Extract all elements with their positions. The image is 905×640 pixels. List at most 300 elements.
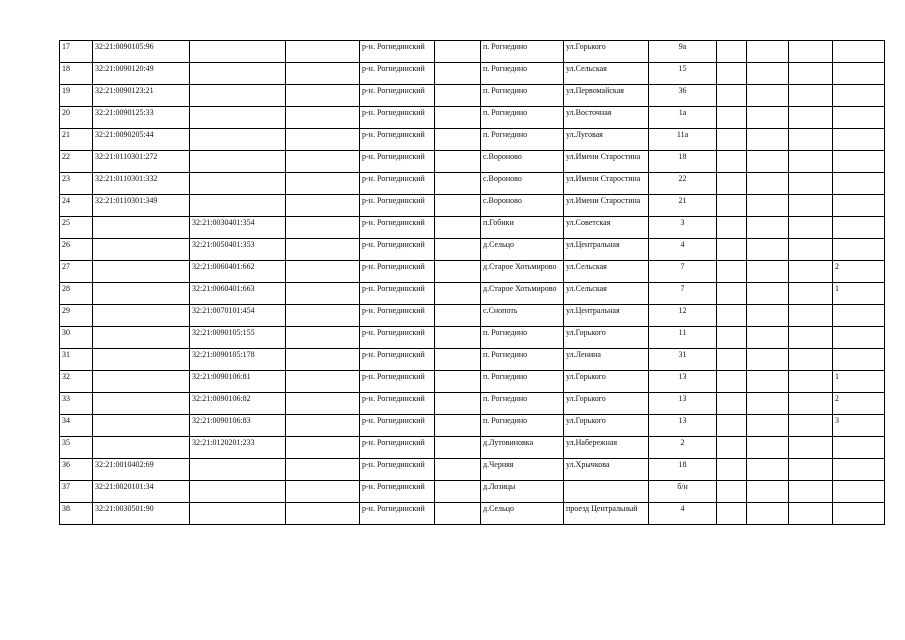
- empty-cell: [789, 503, 833, 525]
- cadastral-number-cell: 32:21:0010402:69: [93, 459, 190, 481]
- table-row: [60, 393, 885, 415]
- cadastral-number-alt-cell: [190, 503, 286, 525]
- empty-cell: [789, 327, 833, 349]
- table-row: [60, 107, 885, 129]
- row-number-cell: 30: [60, 327, 93, 349]
- empty-cell: [717, 283, 747, 305]
- cadastral-number-alt-cell: [190, 459, 286, 481]
- district-cell: р-н. Рогнединский: [360, 393, 435, 415]
- street-cell: проезд Центральный: [564, 503, 649, 525]
- empty-cell: [717, 503, 747, 525]
- empty-cell: [789, 129, 833, 151]
- house-number-cell: 4: [649, 503, 717, 525]
- empty-cell: [789, 393, 833, 415]
- empty-cell: [789, 41, 833, 63]
- empty-cell: [286, 63, 360, 85]
- row-number-cell: 22: [60, 151, 93, 173]
- cadastral-number-cell: [93, 217, 190, 239]
- empty-cell: [789, 85, 833, 107]
- street-cell: ул.Горького: [564, 371, 649, 393]
- cadastral-number-alt-cell: [190, 85, 286, 107]
- empty-cell: [717, 217, 747, 239]
- cadastral-number-cell: [93, 305, 190, 327]
- settlement-cell: п. Рогнедино: [481, 41, 564, 63]
- empty-cell: [435, 305, 481, 327]
- empty-cell: [747, 173, 789, 195]
- table-row: [60, 437, 885, 459]
- empty-cell: [717, 371, 747, 393]
- empty-cell: [747, 371, 789, 393]
- district-cell: р-н. Рогнединский: [360, 173, 435, 195]
- empty-cell: [435, 283, 481, 305]
- house-number-cell: 18: [649, 459, 717, 481]
- address-table: [59, 40, 885, 525]
- empty-cell: [286, 437, 360, 459]
- cadastral-number-alt-cell: [190, 63, 286, 85]
- empty-cell: [717, 415, 747, 437]
- empty-cell: [789, 261, 833, 283]
- street-cell: ул.Горького: [564, 415, 649, 437]
- empty-cell: [717, 173, 747, 195]
- cadastral-number-cell: 32:21:0110301:272: [93, 151, 190, 173]
- district-cell: р-н. Рогнединский: [360, 261, 435, 283]
- street-cell: ул.Первомайская: [564, 85, 649, 107]
- street-cell: ул.Горького: [564, 41, 649, 63]
- district-cell: р-н. Рогнединский: [360, 195, 435, 217]
- street-cell: ул.Восточная: [564, 107, 649, 129]
- empty-cell: [435, 349, 481, 371]
- row-number-cell: 18: [60, 63, 93, 85]
- street-cell: ул.Сельская: [564, 261, 649, 283]
- empty-cell: [789, 239, 833, 261]
- empty-cell: [789, 63, 833, 85]
- house-number-cell: 36: [649, 85, 717, 107]
- apartment-cell: 2: [833, 393, 885, 415]
- table-row: [60, 283, 885, 305]
- cadastral-number-cell: 32:21:0090205:44: [93, 129, 190, 151]
- row-number-cell: 20: [60, 107, 93, 129]
- empty-cell: [435, 107, 481, 129]
- empty-cell: [286, 173, 360, 195]
- empty-cell: [286, 371, 360, 393]
- cadastral-number-cell: 32:21:0090125:33: [93, 107, 190, 129]
- empty-cell: [717, 261, 747, 283]
- house-number-cell: б/н: [649, 481, 717, 503]
- cadastral-number-cell: [93, 437, 190, 459]
- row-number-cell: 27: [60, 261, 93, 283]
- empty-cell: [435, 195, 481, 217]
- cadastral-number-alt-cell: 32:21:0090106:81: [190, 371, 286, 393]
- district-cell: р-н. Рогнединский: [360, 41, 435, 63]
- empty-cell: [435, 459, 481, 481]
- empty-cell: [286, 327, 360, 349]
- empty-cell: [435, 41, 481, 63]
- settlement-cell: д.Лутовиновка: [481, 437, 564, 459]
- cadastral-number-alt-cell: 32:21:0070101:454: [190, 305, 286, 327]
- empty-cell: [747, 41, 789, 63]
- table-row: [60, 217, 885, 239]
- empty-cell: [789, 107, 833, 129]
- cadastral-number-cell: [93, 283, 190, 305]
- empty-cell: [747, 503, 789, 525]
- settlement-cell: п. Рогнедино: [481, 393, 564, 415]
- apartment-cell: [833, 349, 885, 371]
- table-row: [60, 261, 885, 283]
- district-cell: р-н. Рогнединский: [360, 481, 435, 503]
- empty-cell: [789, 415, 833, 437]
- table-row: [60, 415, 885, 437]
- cadastral-number-alt-cell: [190, 151, 286, 173]
- row-number-cell: 37: [60, 481, 93, 503]
- house-number-cell: 18: [649, 151, 717, 173]
- empty-cell: [435, 393, 481, 415]
- empty-cell: [789, 173, 833, 195]
- table-body: [60, 41, 885, 525]
- house-number-cell: 9а: [649, 41, 717, 63]
- table-row: [60, 195, 885, 217]
- table-row: [60, 63, 885, 85]
- empty-cell: [435, 63, 481, 85]
- street-cell: ул.Сельская: [564, 63, 649, 85]
- empty-cell: [789, 283, 833, 305]
- house-number-cell: 21: [649, 195, 717, 217]
- empty-cell: [789, 151, 833, 173]
- empty-cell: [789, 349, 833, 371]
- settlement-cell: д.Старое Хотьмирово: [481, 261, 564, 283]
- apartment-cell: [833, 305, 885, 327]
- house-number-cell: 1а: [649, 107, 717, 129]
- empty-cell: [286, 151, 360, 173]
- empty-cell: [435, 173, 481, 195]
- empty-cell: [286, 85, 360, 107]
- empty-cell: [789, 305, 833, 327]
- empty-cell: [717, 63, 747, 85]
- empty-cell: [435, 503, 481, 525]
- district-cell: р-н. Рогнединский: [360, 217, 435, 239]
- district-cell: р-н. Рогнединский: [360, 239, 435, 261]
- house-number-cell: 3: [649, 217, 717, 239]
- cadastral-number-cell: [93, 371, 190, 393]
- district-cell: р-н. Рогнединский: [360, 107, 435, 129]
- empty-cell: [435, 217, 481, 239]
- street-cell: ул.Центральная: [564, 239, 649, 261]
- empty-cell: [747, 107, 789, 129]
- settlement-cell: п. Рогнедино: [481, 371, 564, 393]
- cadastral-number-cell: 32:21:0110301:349: [93, 195, 190, 217]
- empty-cell: [286, 459, 360, 481]
- settlement-cell: п. Рогнедино: [481, 107, 564, 129]
- empty-cell: [717, 305, 747, 327]
- house-number-cell: 13: [649, 371, 717, 393]
- apartment-cell: [833, 481, 885, 503]
- table-row: [60, 503, 885, 525]
- district-cell: р-н. Рогнединский: [360, 371, 435, 393]
- district-cell: р-н. Рогнединский: [360, 63, 435, 85]
- row-number-cell: 26: [60, 239, 93, 261]
- settlement-cell: д.Сельцо: [481, 239, 564, 261]
- house-number-cell: 12: [649, 305, 717, 327]
- settlement-cell: д.Старое Хотьмирово: [481, 283, 564, 305]
- empty-cell: [747, 349, 789, 371]
- street-cell: ул.Горького: [564, 393, 649, 415]
- empty-cell: [286, 129, 360, 151]
- empty-cell: [286, 481, 360, 503]
- cadastral-number-alt-cell: 32:21:0090106:83: [190, 415, 286, 437]
- apartment-cell: 2: [833, 261, 885, 283]
- empty-cell: [789, 195, 833, 217]
- settlement-cell: п. Рогнедино: [481, 63, 564, 85]
- empty-cell: [286, 239, 360, 261]
- cadastral-number-alt-cell: 32:21:0050401:353: [190, 239, 286, 261]
- empty-cell: [747, 327, 789, 349]
- cadastral-number-cell: 32:21:0090123:21: [93, 85, 190, 107]
- house-number-cell: 4: [649, 239, 717, 261]
- apartment-cell: [833, 437, 885, 459]
- empty-cell: [286, 261, 360, 283]
- district-cell: р-н. Рогнединский: [360, 503, 435, 525]
- empty-cell: [717, 239, 747, 261]
- cadastral-number-alt-cell: 32:21:0090105:178: [190, 349, 286, 371]
- cadastral-number-alt-cell: [190, 173, 286, 195]
- empty-cell: [747, 239, 789, 261]
- cadastral-number-cell: 32:21:0030501:90: [93, 503, 190, 525]
- empty-cell: [717, 459, 747, 481]
- empty-cell: [717, 481, 747, 503]
- row-number-cell: 32: [60, 371, 93, 393]
- house-number-cell: 31: [649, 349, 717, 371]
- empty-cell: [747, 217, 789, 239]
- empty-cell: [286, 349, 360, 371]
- empty-cell: [435, 437, 481, 459]
- table-row: [60, 327, 885, 349]
- table-row: [60, 85, 885, 107]
- apartment-cell: [833, 85, 885, 107]
- row-number-cell: 19: [60, 85, 93, 107]
- empty-cell: [286, 195, 360, 217]
- street-cell: ул.Сельская: [564, 283, 649, 305]
- empty-cell: [789, 371, 833, 393]
- apartment-cell: 1: [833, 283, 885, 305]
- cadastral-number-cell: 32:21:0090105:96: [93, 41, 190, 63]
- street-cell: ул.Хрычкова: [564, 459, 649, 481]
- apartment-cell: [833, 63, 885, 85]
- apartment-cell: 3: [833, 415, 885, 437]
- empty-cell: [747, 195, 789, 217]
- row-number-cell: 31: [60, 349, 93, 371]
- empty-cell: [286, 503, 360, 525]
- settlement-cell: с.Вороново: [481, 151, 564, 173]
- cadastral-number-cell: [93, 261, 190, 283]
- house-number-cell: 15: [649, 63, 717, 85]
- row-number-cell: 38: [60, 503, 93, 525]
- district-cell: р-н. Рогнединский: [360, 349, 435, 371]
- cadastral-number-cell: 32:21:0110301:332: [93, 173, 190, 195]
- cadastral-number-alt-cell: 32:21:0090105:155: [190, 327, 286, 349]
- house-number-cell: 2: [649, 437, 717, 459]
- house-number-cell: 11: [649, 327, 717, 349]
- district-cell: р-н. Рогнединский: [360, 85, 435, 107]
- empty-cell: [435, 129, 481, 151]
- empty-cell: [789, 481, 833, 503]
- house-number-cell: 11а: [649, 129, 717, 151]
- settlement-cell: д.Черняя: [481, 459, 564, 481]
- empty-cell: [717, 349, 747, 371]
- cadastral-number-alt-cell: [190, 107, 286, 129]
- district-cell: р-н. Рогнединский: [360, 151, 435, 173]
- empty-cell: [747, 85, 789, 107]
- empty-cell: [747, 393, 789, 415]
- row-number-cell: 23: [60, 173, 93, 195]
- district-cell: р-н. Рогнединский: [360, 415, 435, 437]
- empty-cell: [435, 415, 481, 437]
- settlement-cell: с.Вороново: [481, 173, 564, 195]
- empty-cell: [286, 393, 360, 415]
- empty-cell: [435, 261, 481, 283]
- apartment-cell: [833, 239, 885, 261]
- street-cell: [564, 481, 649, 503]
- settlement-cell: п. Рогнедино: [481, 415, 564, 437]
- district-cell: р-н. Рогнединский: [360, 283, 435, 305]
- cadastral-number-cell: 32:21:0020101:34: [93, 481, 190, 503]
- house-number-cell: 13: [649, 415, 717, 437]
- table-row: [60, 129, 885, 151]
- street-cell: ул.Центральная: [564, 305, 649, 327]
- empty-cell: [717, 107, 747, 129]
- cadastral-number-alt-cell: 32:21:0060401:663: [190, 283, 286, 305]
- empty-cell: [747, 415, 789, 437]
- empty-cell: [435, 327, 481, 349]
- empty-cell: [435, 481, 481, 503]
- row-number-cell: 28: [60, 283, 93, 305]
- table-row: [60, 349, 885, 371]
- cadastral-number-cell: [93, 415, 190, 437]
- empty-cell: [435, 85, 481, 107]
- empty-cell: [286, 283, 360, 305]
- house-number-cell: 7: [649, 283, 717, 305]
- empty-cell: [747, 261, 789, 283]
- district-cell: р-н. Рогнединский: [360, 437, 435, 459]
- empty-cell: [747, 481, 789, 503]
- settlement-cell: п. Рогнедино: [481, 327, 564, 349]
- row-number-cell: 29: [60, 305, 93, 327]
- apartment-cell: [833, 173, 885, 195]
- row-number-cell: 21: [60, 129, 93, 151]
- table-row: [60, 151, 885, 173]
- settlement-cell: д.Сельцо: [481, 503, 564, 525]
- empty-cell: [717, 437, 747, 459]
- apartment-cell: [833, 327, 885, 349]
- empty-cell: [789, 437, 833, 459]
- street-cell: ул.Горького: [564, 327, 649, 349]
- district-cell: р-н. Рогнединский: [360, 327, 435, 349]
- street-cell: ул.Луговая: [564, 129, 649, 151]
- cadastral-number-alt-cell: [190, 41, 286, 63]
- empty-cell: [789, 217, 833, 239]
- street-cell: ул.Советская: [564, 217, 649, 239]
- empty-cell: [286, 415, 360, 437]
- empty-cell: [717, 393, 747, 415]
- cadastral-number-alt-cell: [190, 481, 286, 503]
- empty-cell: [717, 129, 747, 151]
- district-cell: р-н. Рогнединский: [360, 459, 435, 481]
- apartment-cell: [833, 151, 885, 173]
- row-number-cell: 25: [60, 217, 93, 239]
- row-number-cell: 24: [60, 195, 93, 217]
- empty-cell: [717, 151, 747, 173]
- empty-cell: [435, 239, 481, 261]
- house-number-cell: 7: [649, 261, 717, 283]
- apartment-cell: [833, 129, 885, 151]
- settlement-cell: п.Гобики: [481, 217, 564, 239]
- empty-cell: [747, 151, 789, 173]
- table-row: [60, 41, 885, 63]
- street-cell: ул.Имени Старостина: [564, 173, 649, 195]
- table-row: [60, 459, 885, 481]
- apartment-cell: [833, 217, 885, 239]
- cadastral-number-cell: 32:21:0090120:49: [93, 63, 190, 85]
- empty-cell: [717, 85, 747, 107]
- empty-cell: [747, 129, 789, 151]
- empty-cell: [435, 151, 481, 173]
- row-number-cell: 17: [60, 41, 93, 63]
- apartment-cell: [833, 195, 885, 217]
- cadastral-number-cell: [93, 239, 190, 261]
- empty-cell: [747, 305, 789, 327]
- empty-cell: [717, 327, 747, 349]
- table-row: [60, 371, 885, 393]
- apartment-cell: [833, 459, 885, 481]
- apartment-cell: [833, 503, 885, 525]
- house-number-cell: 22: [649, 173, 717, 195]
- empty-cell: [747, 283, 789, 305]
- apartment-cell: 1: [833, 371, 885, 393]
- settlement-cell: д.Лозицы: [481, 481, 564, 503]
- table-row: [60, 173, 885, 195]
- house-number-cell: 13: [649, 393, 717, 415]
- settlement-cell: п. Рогнедино: [481, 129, 564, 151]
- cadastral-number-alt-cell: 32:21:0030401:354: [190, 217, 286, 239]
- empty-cell: [286, 41, 360, 63]
- table-row: [60, 305, 885, 327]
- settlement-cell: с.Снопоть: [481, 305, 564, 327]
- apartment-cell: [833, 107, 885, 129]
- cadastral-number-alt-cell: [190, 129, 286, 151]
- settlement-cell: с.Вороново: [481, 195, 564, 217]
- cadastral-number-alt-cell: [190, 195, 286, 217]
- street-cell: ул.Набережная: [564, 437, 649, 459]
- settlement-cell: п. Рогнедино: [481, 85, 564, 107]
- table-row: [60, 481, 885, 503]
- empty-cell: [717, 195, 747, 217]
- street-cell: ул.Имени Старостина: [564, 195, 649, 217]
- cadastral-number-alt-cell: 32:21:0090106:82: [190, 393, 286, 415]
- apartment-cell: [833, 41, 885, 63]
- empty-cell: [789, 459, 833, 481]
- empty-cell: [747, 459, 789, 481]
- cadastral-number-alt-cell: 32:21:0120201:233: [190, 437, 286, 459]
- empty-cell: [717, 41, 747, 63]
- cadastral-number-alt-cell: 32:21:0060401:662: [190, 261, 286, 283]
- empty-cell: [747, 437, 789, 459]
- street-cell: ул.Ленина: [564, 349, 649, 371]
- street-cell: ул.Имени Старостина: [564, 151, 649, 173]
- empty-cell: [435, 371, 481, 393]
- row-number-cell: 35: [60, 437, 93, 459]
- empty-cell: [286, 107, 360, 129]
- table-row: [60, 239, 885, 261]
- cadastral-number-cell: [93, 393, 190, 415]
- empty-cell: [286, 217, 360, 239]
